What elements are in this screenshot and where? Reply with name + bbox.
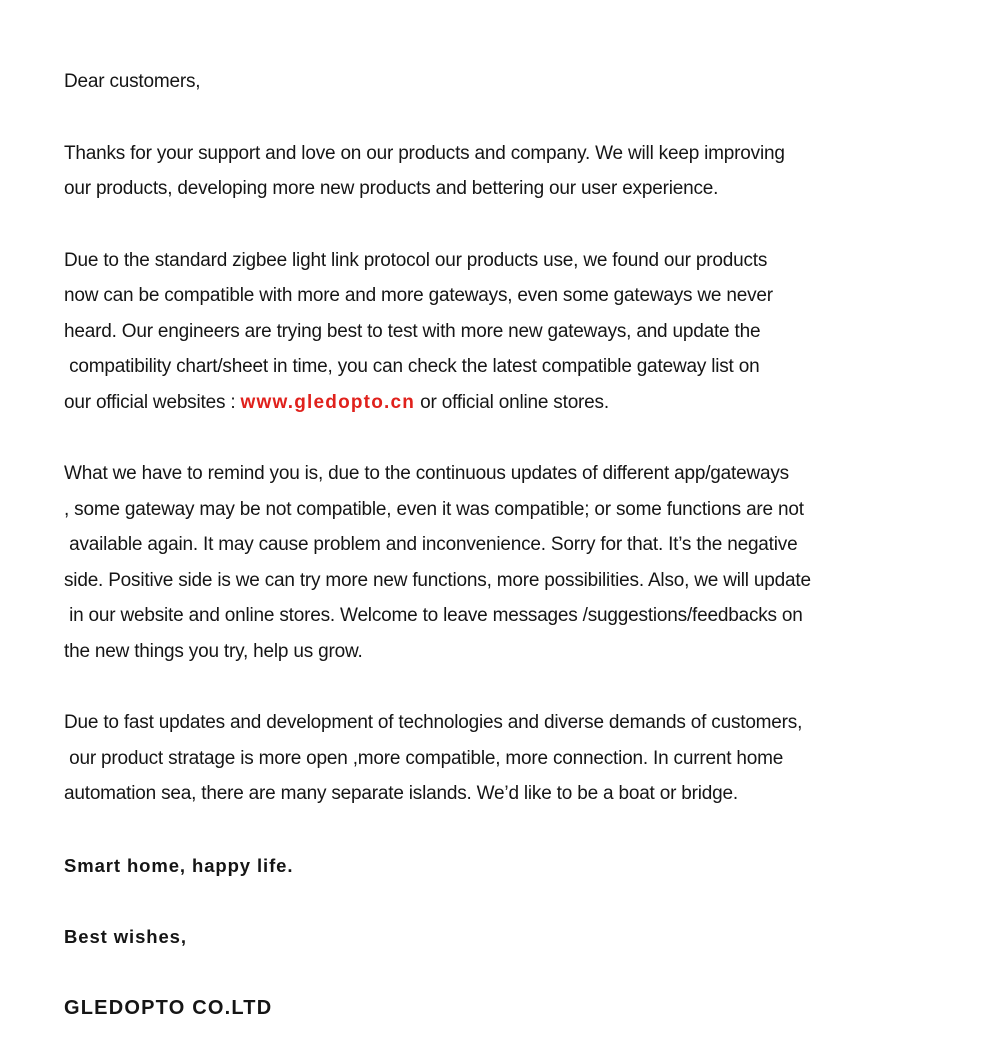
text-line: the new things you try, help us grow.	[64, 640, 363, 662]
text-line-with-link	[64, 385, 940, 421]
link-prefix-text: our official websites :	[64, 391, 241, 413]
salutation-text: Dear customers,	[64, 71, 201, 92]
salutation	[64, 64, 940, 100]
link-suffix-text: or official online stores.	[415, 391, 609, 413]
text-line: , some gateway may be not compatible, even it was compatible; or some functions are not	[64, 498, 804, 520]
text-line: side. Positive side is we can try more new functions, more possibilities. Also, we will update	[64, 569, 811, 591]
text-line: in our website and online stores. Welcome to leave messages /suggestions/feedbacks on	[64, 605, 803, 626]
website-link[interactable]: www.gledopto.cn	[240, 391, 416, 413]
closing-text: Best wishes,	[64, 926, 187, 947]
paragraph-thanks	[64, 136, 940, 207]
paragraph-strategy	[64, 705, 940, 812]
text-line: Due to the standard zigbee light link protocol our products use, we found our products	[64, 249, 768, 271]
text-line: What we have to remind you is, due to the continuous updates of different app/gateways	[64, 463, 789, 484]
text-line: heard. Our engineers are trying best to test with more new gateways, and update the	[64, 320, 761, 342]
text-line: Due to fast updates and development of technologies and diverse demands of customers,	[64, 712, 803, 733]
tagline	[64, 848, 940, 884]
paragraph-reminder	[64, 456, 940, 669]
text-line: our products, developing more new products and bettering our user experience.	[64, 178, 719, 199]
text-line: Thanks for your support and love on our products and company. We will keep improving	[64, 142, 785, 164]
company-name: GLEDOPTO CO.LTD	[64, 996, 273, 1019]
paragraph-compatibility	[64, 243, 940, 421]
text-line: our product stratage is more open ,more compatible, more connection. In current home	[64, 747, 784, 769]
text-line: compatibility chart/sheet in time, you can check the latest compatible gateway list on	[64, 356, 760, 377]
text-line: automation sea, there are many separate islands. We’d like to be a boat or bridge.	[64, 783, 738, 804]
tagline-text: Smart home, happy life.	[64, 854, 294, 876]
signature	[64, 991, 940, 1027]
text-line: now can be compatible with more and more gateways, even some gateways we never	[64, 285, 773, 306]
text-line: available again. It may cause problem and inconvenience. Sorry for that. It’s the negative	[64, 534, 798, 555]
closing	[64, 919, 940, 955]
